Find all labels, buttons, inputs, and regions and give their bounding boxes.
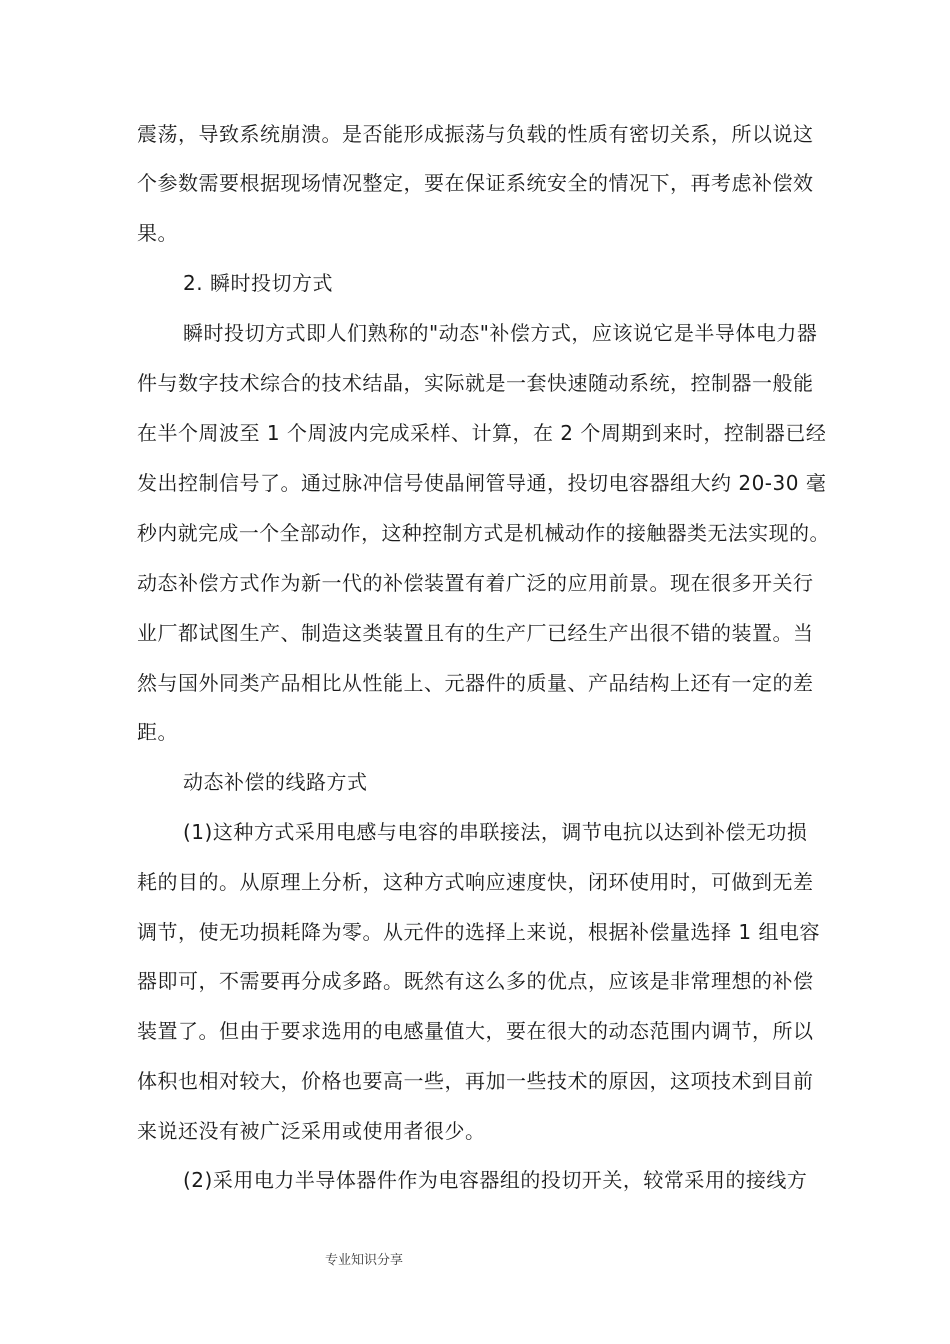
text-line: 个参数需要根据现场情况整定，要在保证系统安全的情况下，再考虑补偿效 [137, 171, 814, 195]
text-line: 果。 [137, 221, 178, 245]
text-line: 调节，使无功损耗降为零。从元件的选择上来说，根据补偿量选择 1 组电容 [137, 920, 820, 944]
text-line: (1)这种方式采用电感与电容的串联接法，调节电抗以达到补偿无功损 [183, 820, 808, 844]
section-heading: 2. 瞬时投切方式 [183, 271, 333, 295]
text-line: 业厂都试图生产、制造这类装置且有的生产厂已经生产出很不错的装置。当 [137, 621, 814, 645]
text-line: 动态补偿方式作为新一代的补偿装置有着广泛的应用前景。现在很多开关行 [137, 571, 814, 595]
text-line: 秒内就完成一个全部动作，这种控制方式是机械动作的接触器类无法实现的。 [137, 521, 830, 545]
text-line: 在半个周波至 1 个周波内完成采样、计算，在 2 个周期到来时，控制器已经 [137, 421, 827, 445]
text-line: 耗的目的。从原理上分析，这种方式响应速度快，闭环使用时，可做到无差 [137, 870, 814, 894]
text-line: 件与数字技术综合的技术结晶，实际就是一套快速随动系统，控制器一般能 [137, 371, 814, 395]
text-line: 距。 [137, 720, 178, 744]
text-line: 器即可，不需要再分成多路。既然有这么多的优点，应该是非常理想的补偿 [137, 969, 814, 993]
section-heading: 动态补偿的线路方式 [183, 770, 368, 794]
text-line: 体积也相对较大，价格也要高一些，再加一些技术的原因，这项技术到目前 [137, 1069, 814, 1093]
text-line: 瞬时投切方式即人们熟称的"动态"补偿方式，应该说它是半导体电力器 [183, 321, 818, 345]
text-line: 装置了。但由于要求选用的电感量值大，要在很大的动态范围内调节，所以 [137, 1019, 814, 1043]
text-line: 震荡，导致系统崩溃。是否能形成振荡与负载的性质有密切关系，所以说这 [137, 122, 814, 146]
text-line: 发出控制信号了。通过脉冲信号使晶闸管导通，投切电容器组大约 20-30 毫 [137, 471, 827, 495]
text-line: 然与国外同类产品相比从性能上、元器件的质量、产品结构上还有一定的差 [137, 671, 814, 695]
text-line: 来说还没有被广泛采用或使用者很少。 [137, 1119, 486, 1143]
text-line: (2)采用电力半导体器件作为电容器组的投切开关，较常采用的接线方 [183, 1168, 808, 1192]
page-footer: 专业知识分享 [325, 1253, 404, 1268]
